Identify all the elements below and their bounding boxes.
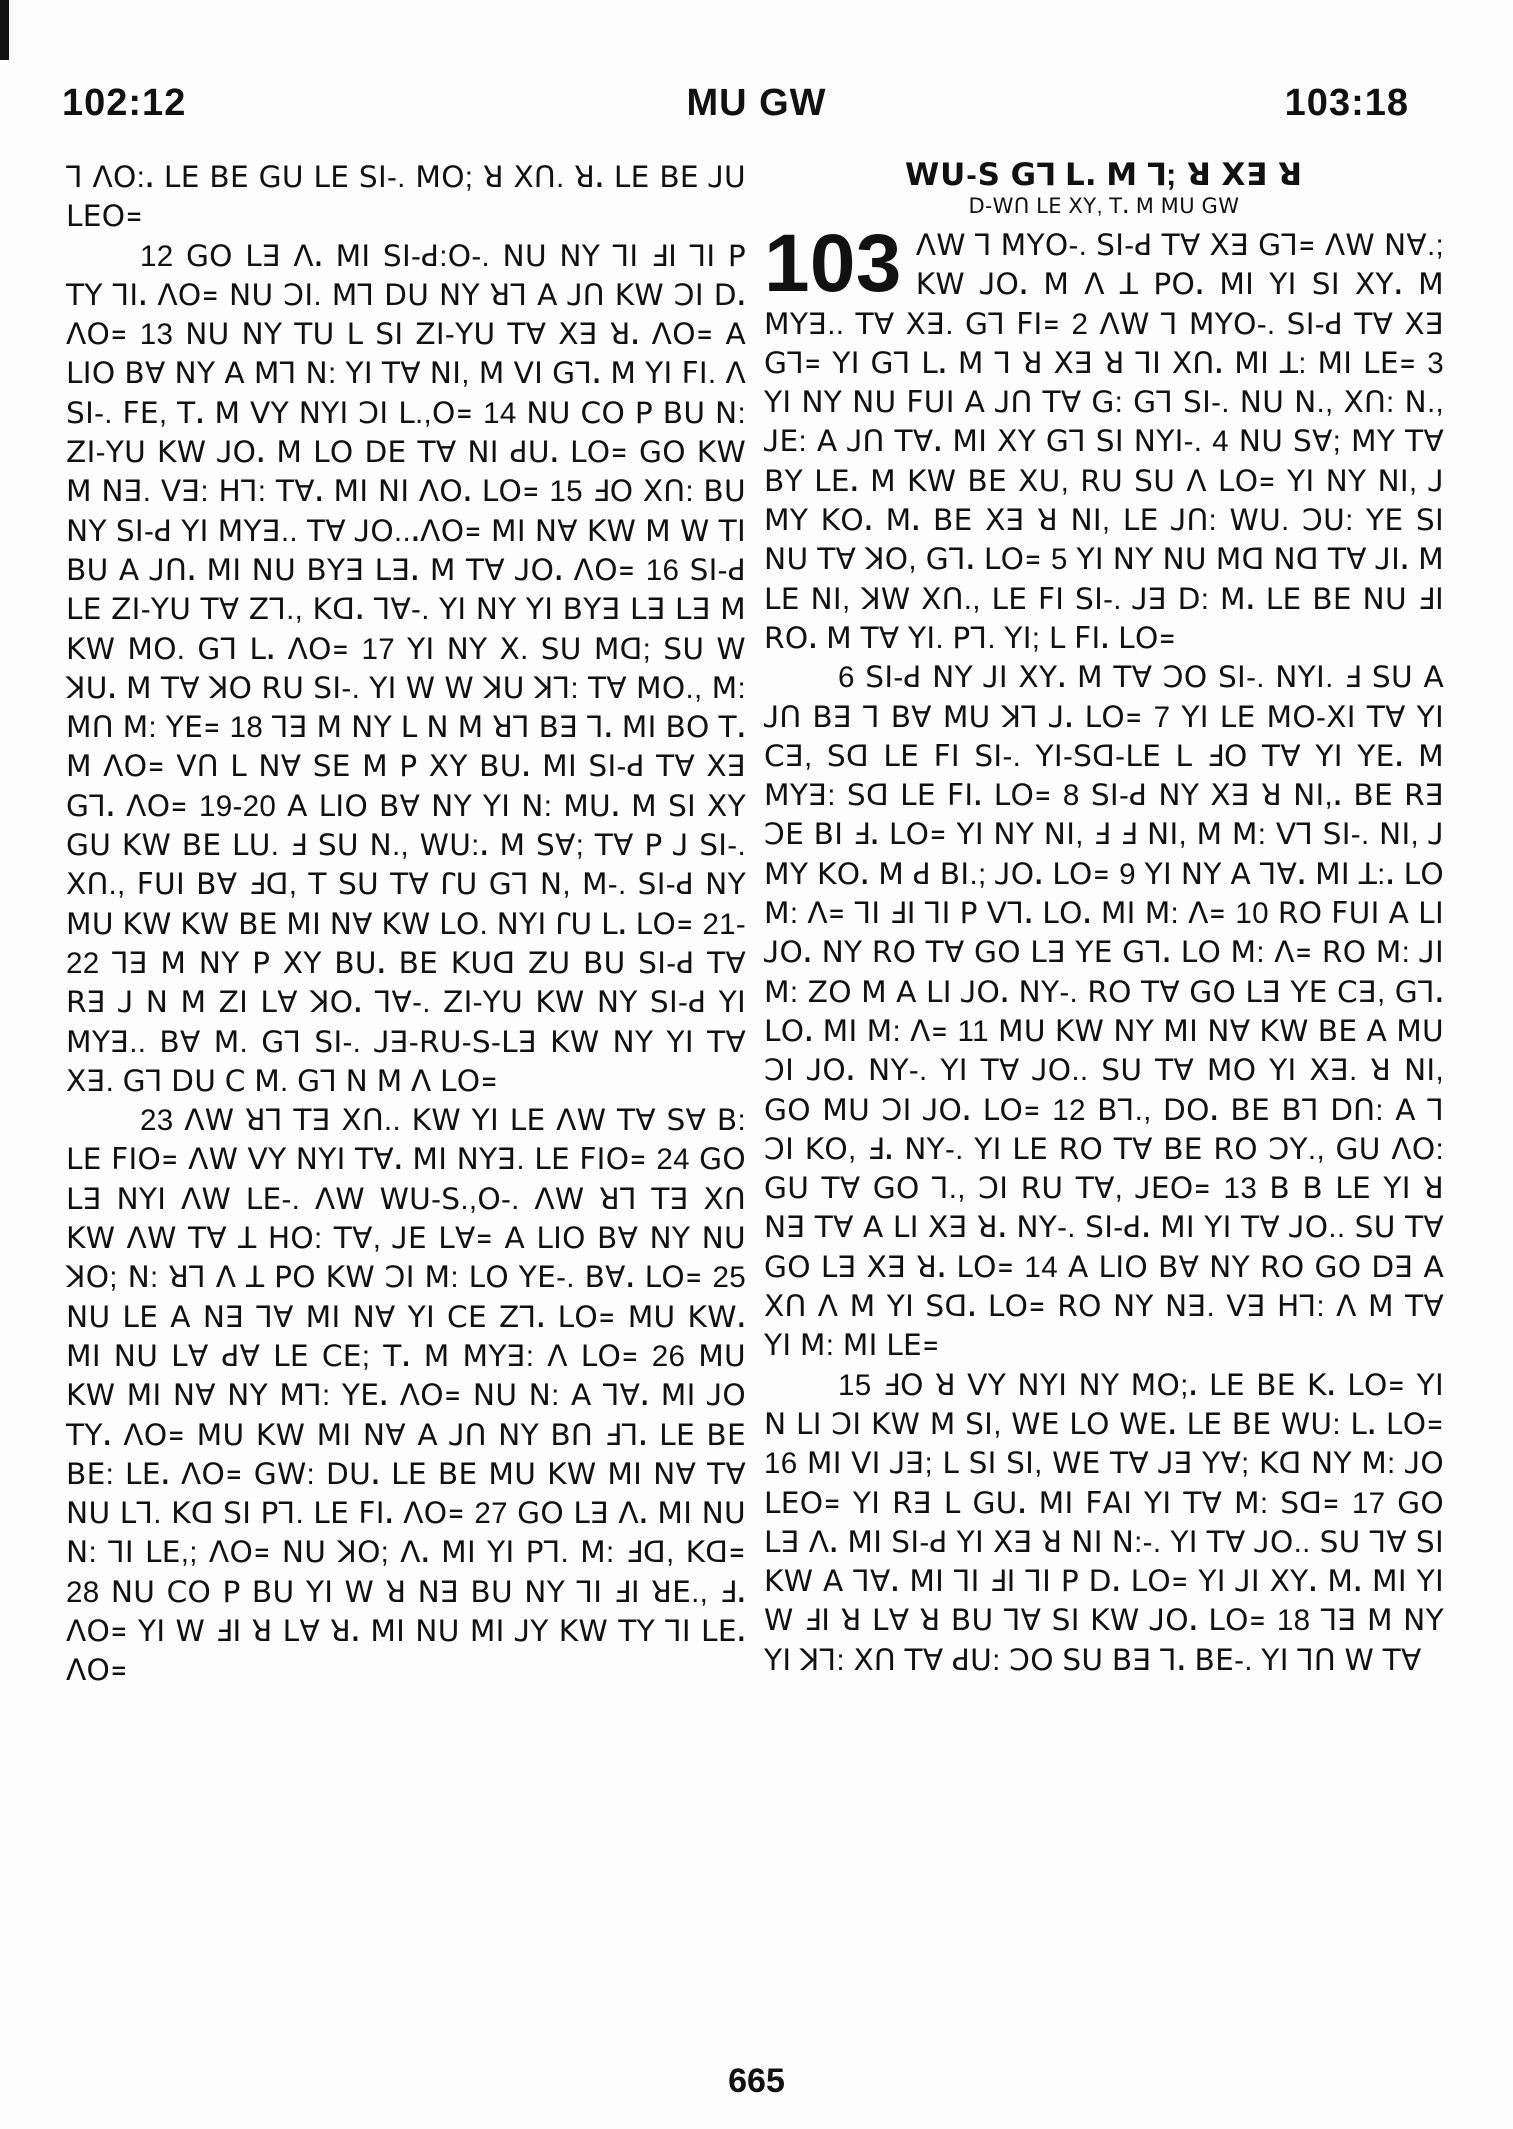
page-number: 665 xyxy=(728,2062,785,2100)
psalm-title: ꓪꓴ-ꓢ ꓖꓶ ꓡꓸ ꓟ ꓶ; ꓤ ꓫꓱ ꓤ xyxy=(904,157,1304,192)
scan-edge-mark xyxy=(0,0,9,60)
verse-paragraph xyxy=(66,1101,746,1690)
verse-paragraph xyxy=(764,218,1444,658)
right-column xyxy=(764,158,1444,1680)
paragraph-text: ꓥꓪ ꓶ ꓟꓬꓳ-. ꓢꓲ-ꓒ ꓔꓯ ꓫꓱ ꓖꓶ꓿ ꓥꓪ ꓠꓯ.; ꓗꓪ ꓙꓳꓸ ꓟ ꓥ ꓕ ꓑꓳꓸ ꓟꓲ ꓬꓲ ꓢꓲ ꓫꓬꓸ ꓟ ꓟꓬꓱ.. ꓔꓯ ꓫꓱ. ꓖꓶ ꓝꓲ꓿ 2 ꓥꓪ ꓶ ꓟꓬꓳ-. ꓢꓲ-ꓒ ꓔꓯ ꓫꓱ ꓖꓶ꓿ ꓬꓲ ꓖꓶ ꓡꓸ ꓟ ꓶ ꓤ ꓫꓱ ꓤ ꓶꓲ ꓫꓵꓸ ꓟꓲ ꓕ: ꓟꓲ ꓡꓰ꓿ 3 ꓬꓲ ꓠꓬ ꓠꓴ ꓝꓴꓲ ꓮ ꓙꓵ ꓔꓯ ꓖ: ꓖꓶ ꓢꓲ-. ꓠꓴ ꓠ., ꓫꓵ: ꓠ., ꓙꓰ: ꓮ ꓙꓵ ꓔꓯꓸ ꓟꓲ ꓫꓬ ꓖꓶ ꓢꓲ ꓠꓬꓲ-. 4 ꓠꓴ ꓢꓯ; ꓟꓬ ꓔꓯ ꓐꓬ ꓡꓰꓸ ꓟ ꓗꓪ ꓐꓰ ꓫꓴ, ꓣꓴ ꓢꓴ ꓥ ꓡꓳ꓿ ꓬꓲ ꓠꓬ ꓠꓲ, ꓙ ꓟꓬ ꓗꓳꓸ ꓟꓸ ꓐꓰ ꓫꓱ ꓤ ꓠꓲ, ꓡꓰ ꓙꓵ: ꓪꓴ. ꓛꓴ: ꓬꓰ ꓢꓲ ꓠꓴ ꓔꓯ ꓘꓳ, ꓖꓶꓸ ꓡꓳ꓿ 5 ꓬꓲ ꓠꓬ ꓠꓴ ꓟꓷ ꓠꓷ ꓔꓯ ꓙꓲꓸ ꓟ ꓡꓰ ꓠꓲ, ꓘꓪ ꓫꓵ., ꓡꓰ ꓝꓲ ꓢꓲ-. ꓙꓱ ꓓ: ꓟꓸ ꓡꓰ ꓐꓰ ꓠꓴ ꓞꓲ ꓣꓳꓸ ꓟ ꓔꓯ ꓬꓲ. ꓑꓶ. ꓬꓲ; ꓡ ꓝꓲꓸ ꓡꓳ꓿ xyxy=(764,229,1444,655)
verse-paragraph xyxy=(764,1366,1444,1680)
paragraph-text: ꓶ ꓥꓳ:ꓸ ꓡꓰ ꓐꓰ ꓖꓴ ꓡꓰ ꓢꓲ-. ꓟꓳ; ꓤ ꓫꓵ. ꓤꓸ ꓡꓰ ꓐꓰ ꓙꓴ ꓡꓰꓳ꓿ xyxy=(66,161,746,234)
left-column xyxy=(66,158,746,1691)
running-head-left-reference: 102:12 xyxy=(62,82,187,124)
running-head-book-title: MU GW xyxy=(686,82,827,124)
paragraph-text: 12 ꓖꓳ ꓡꓱ ꓥꓸ ꓟꓲ ꓢꓲ-ꓒ:ꓳ-. ꓠꓴ ꓠꓬ ꓶꓲ ꓞꓲ ꓶꓲ ꓑ ꓔꓬ ꓶꓲꓸ ꓥꓳ꓿ ꓠꓴ ꓛꓲ. ꓟꓶ ꓓꓴ ꓠꓬ ꓤꓶ ꓮ ꓙꓵ ꓗꓪ ꓛꓲ ꓓꓸ ꓥꓳ꓿ 13 ꓠꓴ ꓠꓬ ꓔꓴ ꓡ ꓢꓲ ꓜꓲ-ꓬꓴ ꓔꓯ ꓫꓱ ꓤꓸ ꓥꓳ꓿ ꓮ ꓡꓲꓳ ꓐꓯ ꓠꓬ ꓮ ꓟꓶ ꓠ: ꓬꓲ ꓔꓯ ꓠꓲ, ꓟ ꓦꓲ ꓖꓶꓸ ꓟ ꓬꓲ ꓝꓲ. ꓥ ꓢꓲ-. ꓝꓰ, ꓔꓸ ꓟ ꓦꓬ ꓠꓬꓲ ꓛꓲ ꓡ.,ꓳ꓿ 14 ꓠꓴ ꓚꓳ ꓑ ꓐꓴ ꓠ: ꓜꓲ-ꓬꓴ ꓗꓪ ꓙꓳꓸ ꓟ ꓡꓳ ꓓꓰ ꓔꓯ ꓠꓲ ꓒꓴꓸ ꓡꓳ꓿ ꓖꓳ ꓗꓪ ꓟ ꓠꓱ. ꓦꓱ: ꓧꓶ: ꓔꓯꓸ ꓟꓲ ꓠꓲ ꓥꓳꓸ ꓡꓳ꓿ 15 ꓞꓳ ꓫꓵ: ꓐꓴ ꓠꓬ ꓢꓲ-ꓒ ꓬꓲ ꓟꓬꓱ.. ꓔꓯ ꓙꓳ..ꓸꓥꓳ꓿ ꓟꓲ ꓠꓯ ꓗꓪ ꓟ ꓪ ꓔꓲ ꓐꓴ ꓮ ꓙꓵꓸ ꓟꓲ ꓠꓴ ꓐꓬꓱ ꓡꓱꓸ ꓟ ꓔꓯ ꓙꓳꓸ ꓥꓳ꓿ 16 ꓢꓲ-ꓒ ꓡꓰ ꓜꓲ-ꓬꓴ ꓔꓯ ꓜꓶ., ꓗꓷꓸ ꓶꓯ-. ꓬꓲ ꓠꓬ ꓬꓲ ꓐꓬꓱ ꓡꓱ ꓡꓱ ꓟ ꓗꓪ ꓟꓳ. ꓖꓶ ꓡꓸ ꓥꓳ꓿ 17 ꓬꓲ ꓠꓬ ꓫ. ꓢꓴ ꓟꓷ; ꓢꓴ ꓪ ꓘꓴꓸ ꓟ ꓔꓯ ꓘꓳ ꓣꓴ ꓢꓲ-. ꓬꓲ ꓪ ꓪ ꓘꓴ ꓘꓶ: ꓔꓯ ꓟꓳ., ꓟ: ꓟꓵ ꓟ: ꓬꓰ꓿ 18 ꓶꓱ ꓟ ꓠꓬ ꓡ ꓠ ꓟ ꓤꓶ ꓐꓱ ꓶꓸ ꓟꓲ ꓐꓳ ꓔꓸ ꓟ ꓥꓳ꓿ ꓦꓵ ꓡ ꓠꓯ ꓢꓰ ꓟ ꓑ ꓫꓬ ꓐꓴꓸ ꓟꓲ ꓢꓲ-ꓒ ꓔꓯ ꓫꓱ ꓖꓶꓸ ꓥꓳ꓿ 19-20 ꓮ ꓡꓲꓳ ꓐꓯ ꓠꓬ ꓬꓲ ꓠ: ꓟꓴꓸ ꓟ ꓢꓲ ꓫꓬ ꓖꓴ ꓗꓪ ꓐꓰ ꓡꓴ. ꓞ ꓢꓴ ꓠ., ꓪꓴ:ꓸ ꓟ ꓢꓯ; ꓔꓯ ꓑ ꓙ ꓢꓲ-. ꓫꓵ., ꓝꓴꓲ ꓐꓯ ꓞꓷ, ꓔ ꓢꓴ ꓔꓯ ꓩꓴ ꓖꓶ ꓠ, ꓟ-. ꓢꓲ-ꓒ ꓠꓬ ꓟꓴ ꓗꓪ ꓗꓪ ꓐꓰ ꓟꓲ ꓠꓯ ꓗꓪ ꓡꓳ. ꓠꓬꓲ ꓩꓴ ꓡꓸ ꓡꓳ꓿ 21-22 ꓶꓱ ꓟ ꓠꓬ ꓑ ꓫꓬ ꓐꓴꓸ ꓐꓰ ꓗꓴꓷ ꓜꓴ ꓐꓴ ꓢꓲ-ꓒ ꓔꓯ ꓣꓱ ꓙ ꓠ ꓟ ꓜꓲ ꓡꓯ ꓘꓳꓸ ꓶꓯ-. ꓜꓲ-ꓬꓴ ꓗꓪ ꓠꓬ ꓢꓲ-ꓒ ꓬꓲ ꓟꓬꓱ.. ꓐꓯ ꓟ. ꓖꓶ ꓢꓲ-. ꓙꓱ-ꓣꓴ-ꓢ-ꓡꓱ ꓗꓪ ꓠꓬ ꓬꓲ ꓔꓯ ꓫꓱ. ꓖꓶ ꓓꓴ ꓚ ꓟ. ꓖꓶ ꓠ ꓟ ꓥ ꓡꓳ꓿ xyxy=(66,239,746,1098)
paragraph-text: 6 ꓢꓲ-ꓒ ꓠꓬ ꓙꓲ ꓫꓬꓸ ꓟ ꓔꓯ ꓛꓳ ꓢꓲ-. ꓠꓬꓲ. ꓞ ꓢꓴ ꓮ ꓙꓵ ꓐꓱ ꓶ ꓐꓯ ꓟꓴ ꓘꓶ ꓙꓸ ꓡꓳ꓿ 7 ꓬꓲ ꓡꓰ ꓟꓳ-ꓫꓲ ꓔꓯ ꓬꓲ ꓚꓱ, ꓢꓷ ꓡꓰ ꓝꓲ ꓢꓲ-. ꓬꓲ-ꓢꓷ-ꓡꓰ ꓡ ꓞꓳ ꓔꓯ ꓬꓲ ꓬꓰꓸ ꓟ ꓟꓬꓱ: ꓢꓷ ꓡꓰ ꓝꓲꓸ ꓡꓳ꓿ 8 ꓢꓲ-ꓒ ꓠꓬ ꓫꓱ ꓤ ꓠꓲ,ꓸ ꓐꓰ ꓣꓱ ꓛꓰ ꓐꓲ ꓞꓸ ꓡꓳ꓿ ꓬꓲ ꓠꓬ ꓠꓲ, ꓞ ꓞ ꓠꓲ, ꓟ ꓟ: ꓦꓶ ꓢꓲ-. ꓠꓲ, ꓙ ꓟꓬ ꓗꓳꓸ ꓟ ꓒ ꓐꓲ.; ꓙꓳꓸ ꓡꓳ꓿ 9 ꓬꓲ ꓠꓬ ꓮ ꓶꓯꓸ ꓟꓲ ꓕ:ꓸ ꓡꓳ ꓟ: ꓥ꓿ ꓶꓲ ꓞꓲ ꓶꓲ ꓑ ꓦꓶꓸ ꓡꓳꓸ ꓟꓲ ꓟ: ꓥ꓿ 10 ꓣꓳ ꓝꓴꓲ ꓮ ꓡꓲ ꓙꓳꓸ ꓠꓬ ꓣꓳ ꓔꓯ ꓖꓳ ꓡꓱ ꓬꓰ ꓖꓶꓸ ꓡꓳ ꓟ: ꓥ꓿ ꓣꓳ ꓟ: ꓙꓲ ꓟ: ꓜꓳ ꓟ ꓮ ꓡꓲ ꓙꓳꓸ ꓠꓬ-. ꓣꓳ ꓔꓯ ꓖꓳ ꓡꓱ ꓬꓰ ꓚꓱ, ꓖꓶꓸ ꓡꓳꓸ ꓟꓲ ꓟ: ꓥ꓿ 11 ꓟꓴ ꓗꓪ ꓠꓬ ꓟꓲ ꓠꓯ ꓗꓪ ꓐꓰ ꓮ ꓟꓴ ꓛꓲ ꓙꓳꓸ ꓠꓬ-. ꓬꓲ ꓔꓯ ꓙꓳ.. ꓢꓴ ꓔꓯ ꓟꓳ ꓬꓲ ꓫꓱ. ꓤ ꓠꓲ, ꓖꓳ ꓟꓴ ꓛꓲ ꓙꓳꓸ ꓡꓳ꓿ 12 ꓐꓶ., ꓓꓳꓸ ꓐꓰ ꓐꓶ ꓓꓵ: ꓮ ꓶ ꓛꓲ ꓗꓳ, ꓞꓸ ꓠꓬ-. ꓬꓲ ꓡꓰ ꓣꓳ ꓔꓯ ꓐꓰ ꓣꓳ ꓛꓬ., ꓖꓴ ꓥꓳ: ꓖꓴ ꓔꓯ ꓖꓳ ꓶ., ꓛꓲ ꓣꓴ ꓔꓯ, ꓙꓰꓳ꓿ 13 ꓐ ꓐ ꓡꓰ ꓬꓲ ꓤ ꓠꓱ ꓔꓯ ꓮ ꓡꓲ ꓫꓱ ꓤꓸ ꓠꓬ-. ꓢꓲ-ꓒꓸ ꓟꓲ ꓬꓲ ꓔꓯ ꓙꓳ.. ꓢꓴ ꓔꓯ ꓖꓳ ꓡꓱ ꓫꓱ ꓤꓸ ꓡꓳ꓿ 14 ꓮ ꓡꓲꓳ ꓐꓯ ꓠꓬ ꓣꓳ ꓖꓳ ꓓꓱ ꓮ ꓫꓵ ꓥ ꓟ ꓬꓲ ꓢꓷꓸ ꓡꓳ꓿ ꓣꓳ ꓠꓬ ꓠꓱ. ꓦꓱ ꓧꓶ: ꓥ ꓟ ꓔꓯ ꓬꓲ ꓟ: ꓟꓲ ꓡꓰ꓿ xyxy=(764,661,1444,1363)
chapter-number: 103 xyxy=(764,218,902,309)
running-head-right-reference: 103:18 xyxy=(1284,82,1409,124)
paragraph-text: 15 ꓞꓳ ꓤ ꓦꓬ ꓠꓬꓲ ꓠꓬ ꓟꓳ;ꓸ ꓡꓰ ꓐꓰ ꓗꓸ ꓡꓳ꓿ ꓬꓲ ꓠ ꓡꓲ ꓛꓲ ꓗꓪ ꓟ ꓢꓲ, ꓪꓰ ꓡꓳ ꓪꓰꓸ ꓡꓰ ꓐꓰ ꓪꓴ: ꓡꓸ ꓡꓳ꓿ 16 ꓟꓲ ꓦꓲ ꓙꓱ; ꓡ ꓢꓲ ꓢꓲ, ꓪꓰ ꓔꓯ ꓙꓱ ꓬꓯ; ꓗꓷ ꓠꓬ ꓟ: ꓙꓳ ꓡꓰꓳ꓿ ꓬꓲ ꓣꓱ ꓡ ꓖꓴꓸ ꓟꓲ ꓝꓮꓲ ꓬꓲ ꓔꓯ ꓟ: ꓢꓷ꓿ 17 ꓖꓳ ꓡꓱ ꓥꓸ ꓟꓲ ꓢꓲ-ꓒ ꓬꓲ ꓫꓱ ꓤ ꓠꓲ ꓠ:-. ꓬꓲ ꓔꓯ ꓙꓳ.. ꓢꓴ ꓶꓯ ꓢꓲ ꓗꓪ ꓮ ꓶꓯꓸ ꓟꓲ ꓶꓲ ꓞꓲ ꓶꓲ ꓑ ꓓꓸ ꓡꓳ꓿ ꓬꓲ ꓙꓲ ꓫꓬꓸ ꓟꓸ ꓟꓲ ꓬꓲ ꓪ ꓞꓲ ꓤ ꓡꓯ ꓤ ꓐꓴ ꓶꓯ ꓢꓲ ꓗꓪ ꓙꓳꓸ ꓡꓳ꓿ 18 ꓶꓱ ꓟ ꓠꓬ ꓬꓲ ꓘꓶ: ꓫꓵ ꓔꓯ ꓒꓴ: ꓛꓳ ꓢꓴ ꓐꓱ ꓶꓸ ꓐꓰ-. ꓬꓲ ꓶꓵ ꓪ ꓔꓯ xyxy=(764,1368,1444,1677)
verse-paragraph xyxy=(66,237,746,1102)
paragraph-text: 23 ꓥꓪ ꓤꓶ ꓔꓱ ꓫꓵ.. ꓗꓪ ꓬꓲ ꓡꓰ ꓥꓪ ꓔꓯ ꓢꓯ ꓐ: ꓡꓰ ꓝꓲꓳ꓿ ꓥꓪ ꓦꓬ ꓠꓬꓲ ꓔꓯꓸ ꓟꓲ ꓠꓬꓱ. ꓡꓰ ꓝꓲꓳ꓿ 24 ꓖꓳ ꓡꓱ ꓠꓬꓲ ꓥꓪ ꓡꓰ-. ꓥꓪ ꓪꓴ-ꓢ.,ꓳ-. ꓥꓪ ꓤꓶ ꓔꓱ ꓫꓵ ꓗꓪ ꓥꓪ ꓔꓯ ꓕ ꓧꓳ: ꓔꓯ, ꓙꓰ ꓡꓯ꓿ ꓮ ꓡꓲꓳ ꓐꓯ ꓠꓬ ꓠꓴ ꓘꓳ; ꓠ: ꓤꓶ ꓥ ꓕ ꓑꓳ ꓗꓪ ꓛꓲ ꓟ: ꓡꓳ ꓬꓰ-. ꓐꓯꓸ ꓡꓳ꓿ 25 ꓠꓴ ꓡꓰ ꓮ ꓠꓱ ꓶꓯ ꓟꓲ ꓠꓯ ꓬꓲ ꓚꓰ ꓜꓶꓸ ꓡꓳ꓿ ꓟꓴ ꓗꓪꓸ ꓟꓲ ꓠꓴ ꓡꓯ ꓒꓯ ꓡꓰ ꓚꓰ; ꓔꓸ ꓟ ꓟꓬꓱ: ꓥ ꓡꓳ꓿ 26 ꓟꓴ ꓗꓪ ꓟꓲ ꓠꓯ ꓠꓬ ꓟꓶ: ꓬꓰꓸ ꓥꓳ꓿ ꓠꓴ ꓠ: ꓮ ꓶꓯꓸ ꓟꓲ ꓙꓳ ꓔꓬꓸ ꓥꓳ꓿ ꓟꓴ ꓗꓪ ꓟꓲ ꓠꓯ ꓮ ꓙꓵ ꓠꓬ ꓐꓵ ꓞꓶꓸ ꓡꓰ ꓐꓰ ꓐꓰ: ꓡꓰꓸ ꓥꓳ꓿ ꓖꓪ: ꓓꓴꓸ ꓡꓰ ꓐꓰ ꓟꓴ ꓗꓪ ꓟꓲ ꓠꓯ ꓔꓯ ꓠꓴ ꓡꓶ. ꓗꓷ ꓢꓲ ꓑꓶ. ꓡꓰ ꓝꓲꓸ ꓥꓳ꓿ 27 ꓖꓳ ꓡꓱ ꓥꓸ ꓟꓲ ꓠꓴ ꓠ: ꓶꓲ ꓡꓰ,; ꓥꓳ꓿ ꓠꓴ ꓘꓳ; ꓥꓸ ꓟꓲ ꓬꓲ ꓑꓶ. ꓟ: ꓞꓷ, ꓗꓷ꓿ 28 ꓠꓴ ꓚꓳ ꓑ ꓐꓴ ꓬꓲ ꓪ ꓤ ꓠꓱ ꓐꓴ ꓠꓬ ꓶꓲ ꓞꓲ ꓤꓰ., ꓞꓸ ꓥꓳ꓿ ꓬꓲ ꓪ ꓞꓲ ꓤ ꓡꓯ ꓤꓸ ꓟꓲ ꓠꓴ ꓟꓲ ꓙꓬ ꓗꓪ ꓔꓬ ꓶꓲ ꓡꓰꓸ ꓥꓳ꓿ xyxy=(66,1104,746,1688)
verse-paragraph xyxy=(764,658,1444,1365)
psalm-subtitle: ꓓ-ꓪꓵ ꓡꓰ ꓫꓬ, ꓔꓸ ꓟ ꓟꓴ ꓖꓪ xyxy=(968,195,1240,218)
verse-paragraph xyxy=(66,158,746,237)
